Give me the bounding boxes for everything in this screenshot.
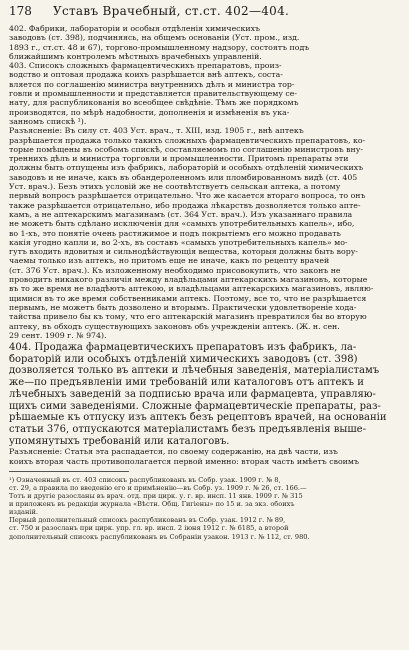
explanation-403-line: проводитъ никакого различія между владѣльцами аптекарскихъ магазиновъ, которые [9,275,368,285]
explanation-403-line: должны быть отпущены изъ фабрикъ, лабораторій и особыхъ отдѣленій химическихъ [9,163,364,173]
article-404-line: рѣшаемые къ отпуску изъ аптекъ безъ рецептовъ врачей, на основаніи [9,412,387,424]
article-404-line: лѣчебныхъ заведеній за подписью врача или фармацевта, управляю- [9,388,376,400]
article-402-line: 1893 г., ст.ст. 48 и 67), торгово-промышленному надзору, состоятъ подъ [9,42,310,52]
article-403-line: занномъ спискѣ ¹). [9,116,87,126]
explanation-403-line: не можетъ быть сдѣлано исключенія для «самыхъ употребительныхъ капель», ибо, [9,219,355,229]
footnote-line: и приложенъ въ редакціи журнала «Вѣстн. Общ. Гигіены» по 15 и. за экз. обоихъ [9,500,295,509]
explanation-403 [9,126,400,340]
explanation-403-line: заводовъ и не иначе, какъ въ обандероленномъ или пломбированномъ видѣ (ст. 405 [9,172,358,182]
article-404-line: упомянутыхъ требованій или каталоговъ. [9,435,230,447]
article-403 [9,61,400,126]
article-403-line: 403. Списокъ сложныхъ фармацевтическихъ препаратовъ, произ- [9,61,282,71]
article-402-line: 402. Фабрики, лабораторіи и особыя отдѣленія химическихъ [9,24,260,33]
article-403-line: производятся, по мѣрѣ надобности, дополненія и измѣненія въ ука- [9,107,290,117]
explanation-403-line: разрѣшается продажа только такихъ сложныхъ фармацевтическихъ препаратовъ, ко- [9,135,366,145]
footnote-line: изданій. [9,508,38,517]
explanation-403-line: Разъясненіе: Въ силу ст. 403 Уст. врач., т. XIII, изд. 1905 г., внѣ аптекъ [9,126,304,136]
page-header [9,4,399,20]
article-403-line: водство и оптовая продажа коихъ разрѣшается внѣ аптекъ, соста- [9,70,283,80]
explanation-403-line: (ст. 376 Уст. врач.). Къ изложенному необходимо присовокупить, что законъ не [9,265,341,275]
footnote-line: ст. 750 и разосланъ при цирк. упр. гл. вр. инсп. 2 іюня 1912 г. № 6185, а второй [9,524,289,533]
explanation-404-line: Разъясненіе: Статья эта распадается, по своему содержанію, на двѣ части, изъ [9,447,338,457]
explanation-403-line: гутъ входить ядовитыя и сильнодѣйствующія вещества, которыя должны быть вору- [9,247,358,257]
explanation-403-line: въ то же время не владѣютъ аптекою, и владѣльцами аптекарскихъ магазиновъ, являю- [9,284,374,294]
footnotes [9,476,400,541]
footnote-line: дополнительный списокъ распубликованъ въ Собраніи узакон. 1913 г. № 112, ст. 980. [9,532,310,541]
article-404-line: щихъ сими заведеніями. Сложные фармацевтическіе препараты, раз- [9,400,381,412]
explanation-403-line: чаемы только изъ аптекъ, но притомъ еще не иначе, какъ по рецепту врачей [9,256,330,266]
page-body [9,24,400,541]
explanation-403-line: первымъ, не можетъ быть дозволено и вторымъ. Практически удовлетвореніе хода- [9,302,357,312]
footnote-line: ст. 29, а правила по введенію его и примѣненію—въ Собр. уз. 1909 г. № 26, ст. 166.— [9,483,307,492]
article-402-line: заводовъ (ст. 398), подчиняясь, на общемъ основаніи (Уст. пром., изд. [9,33,300,43]
explanation-403-line: торые помѣщены въ особомъ спискѣ, составляемомъ по соглашенію министровъ вну- [9,144,363,154]
explanation-403-line: аптеку, въ обходъ существующихъ законовъ объ учрежденіи аптекъ. (Ж. н. сен. [9,321,340,331]
article-403-line: нату, для распубликованія во всеобщее свѣдѣніе. Тѣмъ же порядкомъ [9,98,299,108]
article-404-line: дозволяется только въ аптеки и лѣчебныя заведенія, матеріалистамъ [9,365,380,377]
explanation-403-line: тайства привело бы къ тому, что его аптекарскій магазинъ превратился бы во вторую [9,312,367,322]
article-403-line: вляется по соглашенію министра внутреннихъ дѣлъ и министра тор- [9,79,295,89]
article-402 [9,24,400,61]
article-404-line: бораторій или особыхъ отдѣленій химическихъ заводовъ (ст. 398) [9,353,358,365]
explanation-403-line: щимися въ то же время собственниками аптекъ. Поэтому, все то, что не разрѣшается [9,293,367,303]
article-404-line: 404. Продажа фармацевтическихъ препаратовъ изъ фабрикъ, ла- [9,342,357,354]
explanation-403-line: первый вопросъ разрѣшается отрицательно. Что же касается втораго вопроса, то онъ [9,191,366,201]
explanation-403-line: также разрѣшается отрицательно, ибо продажа лѣкарствъ дозволяется только апте- [9,200,361,210]
explanation-403-line: 29 сент. 1909 г. № 974). [9,330,107,340]
explanation-403-line: Уст. врач.). Безъ этихъ условій же не соотвѣтствуетъ сельская аптека, а потому [9,182,341,192]
footnote-line: Тотъ и другіе разосланы въ врач. отд. при цирк. у. г. вр. инсп. 11 янв. 1909 г. № 315 [9,492,303,501]
explanation-404 [9,447,400,466]
footnote-divider [9,471,129,472]
explanation-404-line: коихъ вторая часть противополагается первой именно: вторая часть имѣетъ своимъ [9,456,359,466]
explanation-403-line: во 1-хъ, это понятіе очень растяжимое и подъ покрытіемъ его можно продавать [9,228,341,238]
article-403-line: говли и промышленности и представляется правительствующему се- [9,89,298,99]
explanation-403-line: какія угодно капли и, во 2-хъ, въ составъ «самыхъ употребительныхъ капель» мо- [9,237,348,247]
article-404-line: же—по предъявленіи ими требованій или каталоговъ отъ аптекъ и [9,377,364,389]
footnote-line: Первый дополнительный списокъ распубликованъ въ Собр. узак. 1912 г. № 89, [9,516,286,525]
article-402-line: ближайшимъ контролемъ мѣстныхъ врачебныхъ управленій. [9,51,262,61]
article-404 [9,342,400,447]
running-title: Уставъ Врачебный, ст.ст. 402—404. [53,4,290,18]
footnote-line: ¹) Означенный въ ст. 403 списокъ распубликованъ въ Собр. узак. 1909 г. № 8, [9,475,281,484]
article-404-line: статьи 376, отпускаются матеріалистамъ безъ предъявленія выше- [9,423,366,435]
explanation-403-line: камъ, а не аптекарскимъ магазинамъ (ст. 364 Уст. врач.). Изъ указаннаго правила [9,209,353,219]
explanation-403-line: треннихъ дѣлъ и министра торговли и промышленности. Притомъ препараты эти [9,154,349,164]
page-number: 178 [9,4,32,18]
